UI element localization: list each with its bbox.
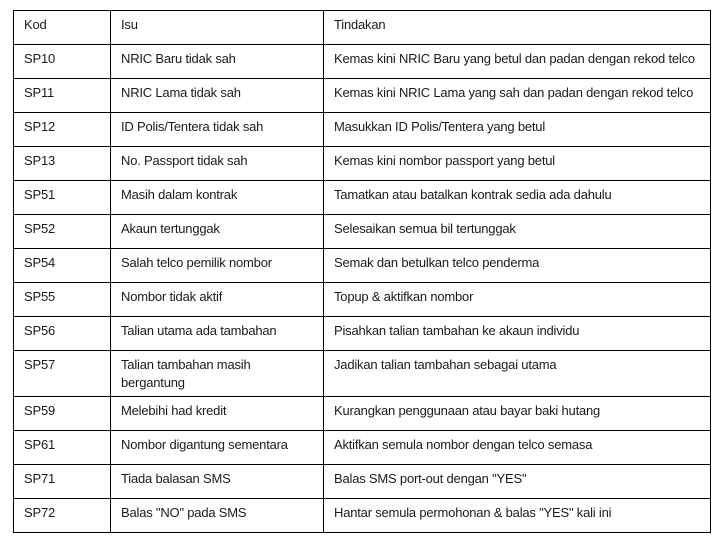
cell-kod: SP13: [14, 147, 111, 181]
cell-tindakan: Balas SMS port-out dengan "YES": [324, 465, 711, 499]
cell-tindakan: Kemas kini nombor passport yang betul: [324, 147, 711, 181]
cell-isu: Nombor tidak aktif: [111, 283, 324, 317]
cell-tindakan: Semak dan betulkan telco penderma: [324, 249, 711, 283]
table-row: [14, 499, 711, 533]
cell-isu: Melebihi had kredit: [111, 397, 324, 431]
cell-tindakan: Kemas kini NRIC Lama yang sah dan padan dengan rekod telco: [324, 79, 711, 113]
table-body: [14, 45, 711, 533]
cell-isu: Nombor digantung sementara: [111, 431, 324, 465]
cell-kod: SP12: [14, 113, 111, 147]
cell-kod: SP59: [14, 397, 111, 431]
cell-kod: SP72: [14, 499, 111, 533]
cell-isu: NRIC Baru tidak sah: [111, 45, 324, 79]
cell-isu: Balas "NO" pada SMS: [111, 499, 324, 533]
cell-isu: Tiada balasan SMS: [111, 465, 324, 499]
table-row: [14, 431, 711, 465]
column-header-isu: Isu: [111, 11, 324, 45]
table-row: [14, 283, 711, 317]
table-row: [14, 317, 711, 351]
table-row: [14, 79, 711, 113]
cell-kod: SP55: [14, 283, 111, 317]
cell-tindakan: Aktifkan semula nombor dengan telco semasa: [324, 431, 711, 465]
cell-kod: SP71: [14, 465, 111, 499]
table-row: [14, 181, 711, 215]
cell-isu: ID Polis/Tentera tidak sah: [111, 113, 324, 147]
table-row: [14, 249, 711, 283]
cell-isu: Akaun tertunggak: [111, 215, 324, 249]
cell-isu: Talian tambahan masih bergantung: [111, 351, 324, 397]
table-row: [14, 113, 711, 147]
table-row: [14, 45, 711, 79]
cell-kod: SP57: [14, 351, 111, 397]
cell-kod: SP51: [14, 181, 111, 215]
cell-isu: NRIC Lama tidak sah: [111, 79, 324, 113]
cell-kod: SP54: [14, 249, 111, 283]
cell-isu: Talian utama ada tambahan: [111, 317, 324, 351]
cell-isu: Salah telco pemilik nombor: [111, 249, 324, 283]
cell-isu: No. Passport tidak sah: [111, 147, 324, 181]
cell-tindakan: Kurangkan penggunaan atau bayar baki hutang: [324, 397, 711, 431]
cell-isu: Masih dalam kontrak: [111, 181, 324, 215]
cell-kod: SP11: [14, 79, 111, 113]
cell-tindakan: Selesaikan semua bil tertunggak: [324, 215, 711, 249]
table-row: [14, 465, 711, 499]
cell-kod: SP52: [14, 215, 111, 249]
cell-kod: SP56: [14, 317, 111, 351]
cell-tindakan: Kemas kini NRIC Baru yang betul dan padan dengan rekod telco: [324, 45, 711, 79]
cell-kod: SP10: [14, 45, 111, 79]
rejection-code-table: [13, 10, 711, 533]
column-header-kod: Kod: [14, 11, 111, 45]
column-header-tindakan: Tindakan: [324, 11, 711, 45]
cell-kod: SP61: [14, 431, 111, 465]
header-row: [14, 11, 711, 45]
cell-tindakan: Jadikan talian tambahan sebagai utama: [324, 351, 711, 397]
table-row: [14, 397, 711, 431]
cell-tindakan: Topup & aktifkan nombor: [324, 283, 711, 317]
table-row: [14, 147, 711, 181]
cell-tindakan: Masukkan ID Polis/Tentera yang betul: [324, 113, 711, 147]
cell-tindakan: Hantar semula permohonan & balas "YES" kali ini: [324, 499, 711, 533]
table-row: [14, 351, 711, 397]
cell-tindakan: Tamatkan atau batalkan kontrak sedia ada dahulu: [324, 181, 711, 215]
cell-tindakan: Pisahkan talian tambahan ke akaun individu: [324, 317, 711, 351]
table-row: [14, 215, 711, 249]
